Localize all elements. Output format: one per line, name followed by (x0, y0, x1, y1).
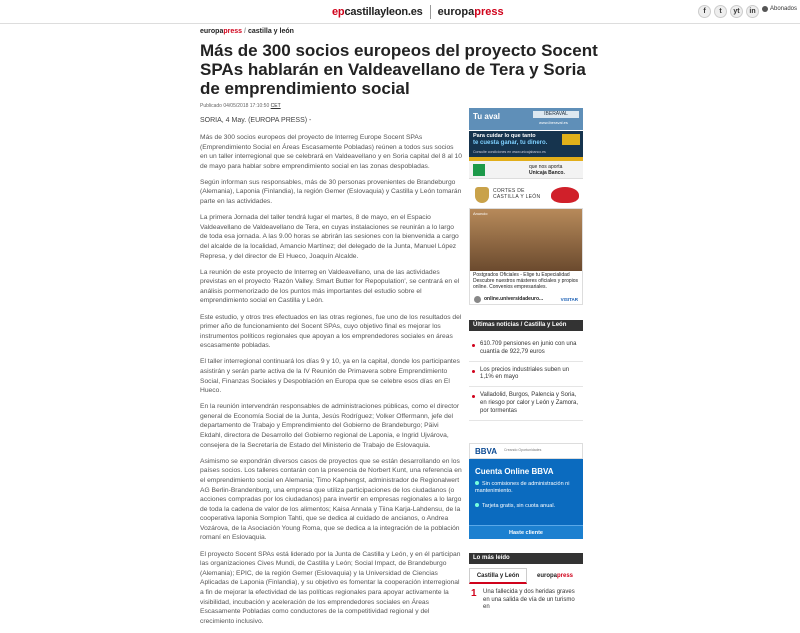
ad-unicaja-banner[interactable]: Para cuidar lo que tanto te cuesta ganar, tu dinero. Consulte condiciones en www.unicajabanco.es (469, 131, 583, 157)
social-links (698, 5, 759, 18)
visit-button[interactable]: VISITAR (560, 297, 578, 302)
tab-europapress[interactable]: europa press (536, 573, 574, 579)
article-paragraph: Más de 300 socios europeos del proyecto de Interreg Europe Socent SPAs (Emprendimiento Social en Áreas Escasamente Pobladas) reúnen a todos sus socios en un taller interregional que se celebrará en Valdeavellano y en Soria capital del 8 al 10 de mayo para hablar sobre emprendimiento social en las zonas despobladas. (200, 134, 462, 170)
site-logo[interactable] (332, 4, 504, 20)
article-paragraph: El taller interregional continuará los días 9 y 10, ya en la capital, donde los participantes asistirán y serán parte activa de la IV Reunión de Primavera sobre Emprendimiento Social, Finanzas Sociales y Despoblación en Europa que se celebre esos días en El Hueco. (200, 358, 460, 395)
article-paragraph: El proyecto Socent SPAs está liderado por la Junta de Castilla y León, y en él participan las organizaciones Cives Mundi, de Castilla y León; Social Impact, de Brandeburgo (Alemania); EPIC, de la región Gemer (Eslovaquia) y la Universidad de Ciencias Aplicadas de Laponia (Finlandia), y su objetivo es fomentar la cooperación interregional a fin de mejorar la efectividad de las políticas regionales para apoyar activamente la visibilidad, incubación y aceleración de los emprendedores sociales en Áreas Escasamente Pobladas como conductores de la competitividad regional y del crecimiento inclusivo. (200, 550, 461, 625)
ad-bbva[interactable]: BBVA Creando Oportunidades Cuenta Online BBVA Sin comisiones de administración ni mantenimiento. Tarjeta gratis, sin cuota anual. Haste cliente (469, 443, 583, 539)
article-paragraph: Asimismo se expondrán diversos casos de proyectos que se están desarrollando en los países socios. Los talleres contarán con la presencia de Norbert Kunt, una referencia en el emprendimiento social en Alemania; Timo Kaphengst, administrador de Regionalwert AG Berlin-Brandenburg, una empresa que utiliza participaciones de los ciudadanos (o acciones compradas por los ciudadanos) para invertir en empresas regionales a lo largo de toda la cadena de valor de los alimentos; Kaisa Annala y Tiina Karja-Lahdensu, de la cooperativa laponia Sompion Tahti, que se dedica al cuidado de ancianos, o Andrea Vozárova, de la Asociación Young Roma, que se dedica a la integración de la población romaní en Eslovaquia. (200, 457, 462, 542)
timezone-label: CET (270, 103, 281, 109)
article-dateline: SORIA, 4 May. (EUROPA PRESS) - (200, 117, 312, 124)
article-paragraph: La primera Jornada del taller tendrá lugar el martes, 8 de mayo, en el Espacio Valdeavellano de Valdeavellano de Tera, en cuyas instalaciones se reunirán a lo largo de toda esa jornada. A las 9.00 horas se abrirán las sesiones con la bienvenida a cargo del alcalde de la localidad, Amancio Martínez; del delegado de la Junta, Manuel López Represa, y del director de El Hueco, Joaquín Alcalde. (200, 214, 459, 260)
unicaja-badge-icon (562, 134, 580, 145)
rank-number: 1 (471, 588, 477, 599)
crest-icon (475, 187, 489, 203)
breadcrumb-section[interactable]: castilla y león (247, 28, 294, 35)
bbva-logo: BBVA (475, 447, 498, 456)
ad-cortes-cyl[interactable]: CORTES DE CASTILLA Y LEÓN (469, 183, 583, 207)
tab-castilla-y-leon[interactable]: Castilla y León (469, 568, 527, 584)
user-icon (762, 6, 768, 12)
logo-separator (430, 5, 431, 19)
linkedin-icon[interactable]: in (746, 5, 759, 18)
latest-news-header: Últimas noticias / Castilla y León (469, 320, 583, 331)
partner-logo-icon (551, 187, 579, 203)
europapress-logo[interactable]: europapress (437, 6, 504, 18)
list-item[interactable]: Valladolid, Burgos, Palencia y Soria, en riesgo por calor y León y Zamora, por tormentas (469, 387, 583, 420)
youtube-icon[interactable]: yt (730, 5, 743, 18)
article-paragraph: Este estudio, y otros tres efectuados en las otras regiones, fue uno de los resultados del primer año de funcionamiento del Socent SPAs, cuyo objetivo final es mejorar los instrumentos políticos regionales que apoyan a los emprendedores sociales en áreas escasamente pobladas. (200, 313, 462, 350)
most-read-tabs (469, 568, 583, 584)
article-headline: Más de 300 socios europeos del proyecto Socent SPAs hablarán en Valdeavellano de Tera y Soria de emprendimiento social (200, 41, 598, 98)
ad-unicaja[interactable]: que nos aporta Unicaja Banco. (469, 161, 583, 179)
publish-date: Publicado 04/05/2018 17:10:50 CET (200, 103, 281, 109)
twitter-icon[interactable]: t (714, 5, 727, 18)
ad-universidad[interactable]: Anuncio Postgrados Oficiales - Elige tu Especialidad Descubre nuestros másteres oficiales y propios online. Convenios empresariales. online.universidadeuro... VISITAR (469, 208, 583, 305)
list-item[interactable]: 610.709 pensiones en junio con una cuantía de 922,79 euros (469, 336, 583, 362)
subscribers-link[interactable]: Abonados (762, 6, 797, 12)
top-bar (0, 0, 800, 24)
article-paragraph: La reunión de este proyecto de Interreg en Valdeavellano, una de las actividades previstas en el proyecto 'Razón Valley. Smart Butter for Repopulation', se centrará en el análisis pormenorizado de los puntos más importantes del estudio sobre el emprendimiento social en Castilla y León. (200, 268, 460, 305)
article-paragraph: En la reunión intervendrán responsables de administraciones públicas, como el director general de Economía Social de la Junta, Jesús Rodríguez; Volker Offermann, jefe del departamento de Trabajo y Emprendimiento del Gobierno de Brandeburgo; Päivi Ekdahl, directora de Desarrollo del Gobierno regional de Laponia, e Ingrid Ujvárova, consejera de la Secretaría de Estado del Ministerio de Trabajo de Eslovaquia. (200, 403, 460, 449)
ad-photo: Anuncio (470, 209, 582, 271)
advertiser-icon (474, 296, 481, 303)
article-paragraph: Según informan sus responsables, más de 30 personas provenientes de Brandeburgo (Alemania), Laponia (Finlandia), la región Gemer (Eslovaquia) y Castilla y León tomarán parte en las actividades. (200, 178, 462, 206)
list-item[interactable]: Los precios industriales suben un 1,1% en mayo (469, 362, 583, 388)
breadcrumb-home[interactable]: europapress (200, 28, 243, 35)
ad-iberaval[interactable]: Tu aval IBERAVAL www.iberaval.es (469, 108, 583, 130)
site-logo-text[interactable]: epcastillayleon.es (332, 6, 423, 18)
unicaja-logo-icon (473, 164, 485, 176)
latest-news-list (469, 336, 583, 421)
most-read-header: Lo más leído (469, 553, 583, 564)
breadcrumb: europapress / castilla y león (200, 28, 294, 35)
article-body (200, 133, 462, 633)
bbva-cta-button[interactable]: Haste cliente (469, 525, 583, 539)
facebook-icon[interactable]: f (698, 5, 711, 18)
